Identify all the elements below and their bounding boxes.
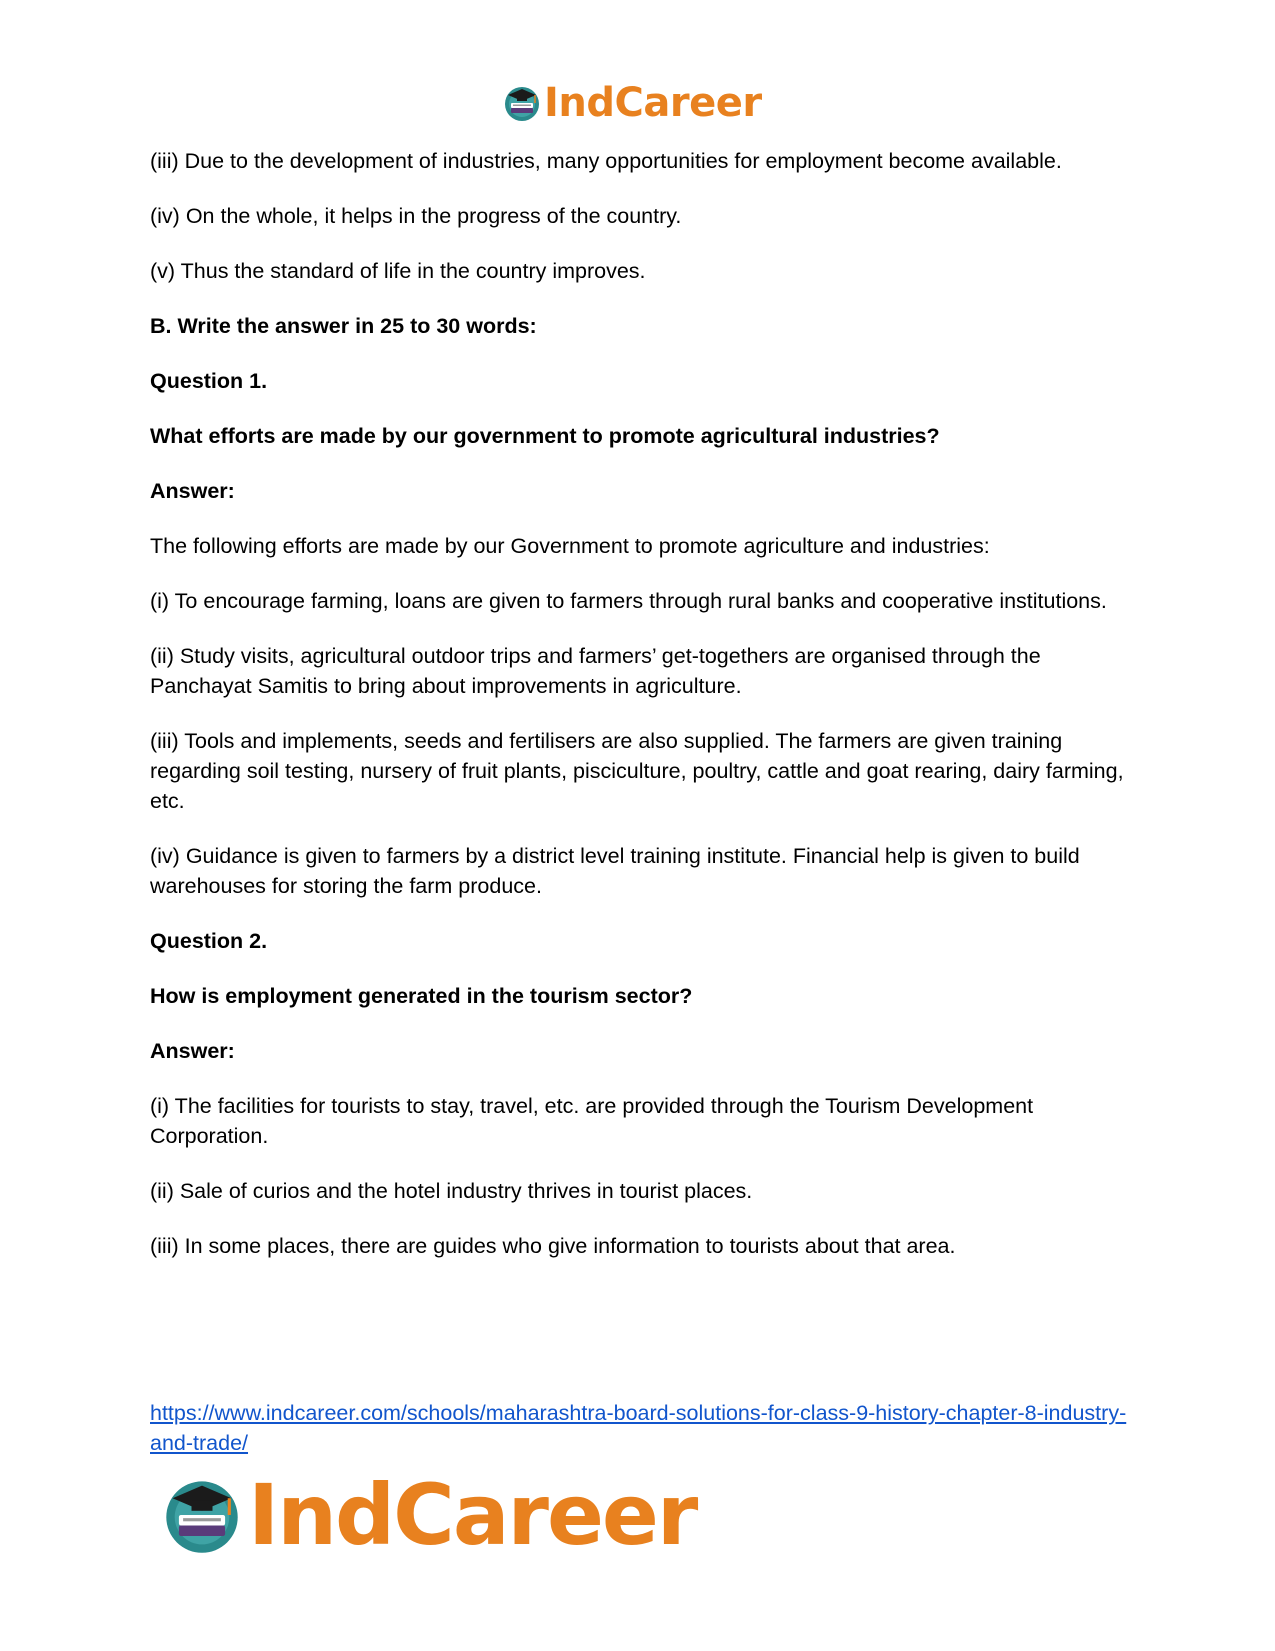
paragraph: (iv) Guidance is given to farmers by a district level training institute. Financial help is given to build warehouses for storing the farm produce.: [150, 844, 1080, 898]
bold-paragraph: What efforts are made by our government to promote agricultural industries?: [150, 424, 940, 448]
paragraph: The following efforts are made by our Government to promote agriculture and industries:: [150, 534, 990, 558]
paragraph: (iii) In some places, there are guides who give information to tourists about that area.: [150, 1234, 956, 1258]
paragraph: (ii) Study visits, agricultural outdoor trips and farmers’ get-togethers are organised through the Panchayat Samitis to bring about improvements in agriculture.: [150, 644, 1041, 698]
header-logo: [502, 80, 762, 126]
bold-paragraph: How is employment generated in the tourism sector?: [150, 984, 693, 1008]
logo-wordmark: IndCareer: [544, 80, 762, 126]
graduation-cap-book-icon: [502, 83, 542, 123]
footer-logo: [160, 1468, 696, 1562]
paragraph: (i) To encourage farming, loans are given to farmers through rural banks and cooperative institutions.: [150, 589, 1107, 613]
source-link[interactable]: https://www.indcareer.com/schools/maharashtra-board-solutions-for-class-9-history-chapter-8-industry-and-trade/: [150, 1401, 1127, 1455]
bold-paragraph: B. Write the answer in 25 to 30 words:: [150, 314, 537, 338]
source-link-block: [150, 1398, 1130, 1458]
bold-paragraph: Answer:: [150, 479, 235, 503]
bold-paragraph: Question 1.: [150, 369, 268, 393]
paragraph: (ii) Sale of curios and the hotel industry thrives in tourist places.: [150, 1179, 753, 1203]
paragraph: (i) The facilities for tourists to stay, travel, etc. are provided through the Tourism Development Corporation.: [150, 1094, 1034, 1148]
paragraph: (iv) On the whole, it helps in the progress of the country.: [150, 204, 682, 228]
paragraph: (iii) Tools and implements, seeds and fertilisers are also supplied. The farmers are given training regarding soil testing, nursery of fruit plants, pisciculture, poultry, cattle and goat rearing, dairy farming, etc.: [150, 729, 1124, 813]
paragraph: (v) Thus the standard of life in the country improves.: [150, 259, 646, 283]
bold-paragraph: Question 2.: [150, 929, 268, 953]
paragraph: (iii) Due to the development of industries, many opportunities for employment become available.: [150, 149, 1062, 173]
document-body: [150, 146, 1125, 1286]
bold-paragraph: Answer:: [150, 1039, 235, 1063]
graduation-cap-book-icon: [160, 1473, 244, 1557]
logo-wordmark: IndCareer: [248, 1466, 697, 1564]
